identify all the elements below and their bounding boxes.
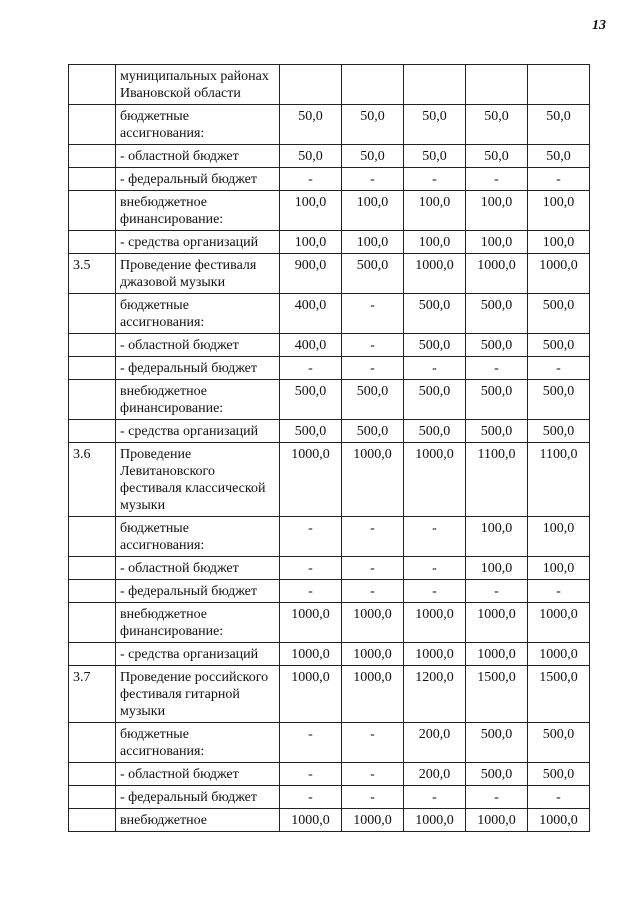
year-value-2: 100,0 (342, 191, 404, 231)
table-row (69, 105, 590, 145)
year-value-3: 500,0 (404, 334, 466, 357)
year-value-1: 400,0 (280, 334, 342, 357)
year-value-5: 500,0 (528, 334, 590, 357)
year-value-2: - (342, 763, 404, 786)
item-number (69, 517, 116, 557)
year-value-3: 1000,0 (404, 443, 466, 517)
page-number: 13 (592, 18, 606, 33)
year-value-2: - (342, 517, 404, 557)
item-name: Проведение российского фестиваля гитарной музыки (116, 666, 280, 723)
year-value-4: - (466, 357, 528, 380)
year-value-2: - (342, 334, 404, 357)
year-value-5: 1500,0 (528, 666, 590, 723)
year-value-1: - (280, 786, 342, 809)
year-value-4: 50,0 (466, 105, 528, 145)
item-name: внебюджетное финансирование: (116, 603, 280, 643)
year-value-5: 500,0 (528, 420, 590, 443)
year-value-1: 50,0 (280, 105, 342, 145)
table-row (69, 380, 590, 420)
item-number (69, 65, 116, 105)
year-value-4: 1000,0 (466, 603, 528, 643)
year-value-3: - (404, 580, 466, 603)
year-value-2: 50,0 (342, 145, 404, 168)
year-value-3: 100,0 (404, 191, 466, 231)
year-value-5: - (528, 168, 590, 191)
item-name: - областной бюджет (116, 557, 280, 580)
table-row (69, 723, 590, 763)
year-value-4: 1000,0 (466, 809, 528, 832)
year-value-2: - (342, 723, 404, 763)
item-name: - федеральный бюджет (116, 168, 280, 191)
year-value-2: 500,0 (342, 254, 404, 294)
year-value-2: - (342, 786, 404, 809)
year-value-3: - (404, 357, 466, 380)
item-number (69, 105, 116, 145)
year-value-5 (528, 65, 590, 105)
item-number: 3.5 (69, 254, 116, 294)
year-value-1: - (280, 357, 342, 380)
year-value-3: 1000,0 (404, 809, 466, 832)
item-number (69, 357, 116, 380)
item-name: внебюджетное финансирование: (116, 380, 280, 420)
table-body (69, 65, 590, 832)
year-value-2 (342, 65, 404, 105)
year-value-4: - (466, 580, 528, 603)
item-name: - федеральный бюджет (116, 357, 280, 380)
year-value-3: 1000,0 (404, 643, 466, 666)
item-name: бюджетные ассигнования: (116, 723, 280, 763)
year-value-4: 100,0 (466, 191, 528, 231)
table-row (69, 580, 590, 603)
year-value-4: 500,0 (466, 334, 528, 357)
year-value-1: 900,0 (280, 254, 342, 294)
year-value-3: 200,0 (404, 763, 466, 786)
year-value-3: - (404, 557, 466, 580)
item-name: Проведение Левитановского фестиваля классической музыки (116, 443, 280, 517)
year-value-1: 1000,0 (280, 643, 342, 666)
year-value-2: 1000,0 (342, 443, 404, 517)
year-value-2: 1000,0 (342, 603, 404, 643)
year-value-2: 1000,0 (342, 809, 404, 832)
year-value-5: 500,0 (528, 723, 590, 763)
item-number (69, 168, 116, 191)
year-value-1: - (280, 517, 342, 557)
item-name: бюджетные ассигнования: (116, 105, 280, 145)
year-value-1: 400,0 (280, 294, 342, 334)
item-name: - средства организаций (116, 420, 280, 443)
year-value-5: - (528, 786, 590, 809)
item-number (69, 231, 116, 254)
year-value-4: 50,0 (466, 145, 528, 168)
table-row (69, 443, 590, 517)
year-value-2: 500,0 (342, 380, 404, 420)
budget-table (68, 64, 590, 832)
year-value-4: 1000,0 (466, 254, 528, 294)
item-number (69, 763, 116, 786)
year-value-3: 50,0 (404, 105, 466, 145)
year-value-1: - (280, 168, 342, 191)
item-number (69, 786, 116, 809)
year-value-5: - (528, 580, 590, 603)
item-name: - средства организаций (116, 231, 280, 254)
year-value-1: 100,0 (280, 191, 342, 231)
year-value-5: 1000,0 (528, 603, 590, 643)
year-value-5: 1000,0 (528, 643, 590, 666)
year-value-4: 100,0 (466, 517, 528, 557)
year-value-3: 1000,0 (404, 254, 466, 294)
year-value-1: 50,0 (280, 145, 342, 168)
year-value-1: 1000,0 (280, 603, 342, 643)
year-value-2: - (342, 168, 404, 191)
year-value-1: 1000,0 (280, 809, 342, 832)
year-value-2: - (342, 294, 404, 334)
year-value-5: 50,0 (528, 145, 590, 168)
item-name: - средства организаций (116, 643, 280, 666)
year-value-5: 100,0 (528, 517, 590, 557)
year-value-5: 100,0 (528, 231, 590, 254)
year-value-1: 100,0 (280, 231, 342, 254)
year-value-5: 1000,0 (528, 254, 590, 294)
year-value-2: 50,0 (342, 105, 404, 145)
table-row (69, 786, 590, 809)
item-number: 3.7 (69, 666, 116, 723)
year-value-2: - (342, 557, 404, 580)
item-name: муниципальных районах Ивановской области (116, 65, 280, 105)
year-value-3: 500,0 (404, 420, 466, 443)
year-value-1: - (280, 557, 342, 580)
year-value-3: 500,0 (404, 294, 466, 334)
table-row (69, 65, 590, 105)
table-row (69, 145, 590, 168)
item-number (69, 380, 116, 420)
year-value-1: - (280, 763, 342, 786)
year-value-5: 500,0 (528, 763, 590, 786)
year-value-5: 50,0 (528, 105, 590, 145)
item-name: бюджетные ассигнования: (116, 294, 280, 334)
year-value-4: 500,0 (466, 294, 528, 334)
item-name: - областной бюджет (116, 334, 280, 357)
year-value-3: - (404, 517, 466, 557)
year-value-1: 500,0 (280, 420, 342, 443)
year-value-3: 100,0 (404, 231, 466, 254)
year-value-3: - (404, 786, 466, 809)
year-value-4: 1000,0 (466, 643, 528, 666)
year-value-4: 100,0 (466, 231, 528, 254)
year-value-3: 500,0 (404, 380, 466, 420)
year-value-1 (280, 65, 342, 105)
year-value-2: 100,0 (342, 231, 404, 254)
year-value-4: 100,0 (466, 557, 528, 580)
item-name: Проведение фестиваля джазовой музыки (116, 254, 280, 294)
year-value-5: 100,0 (528, 191, 590, 231)
item-number: 3.6 (69, 443, 116, 517)
year-value-4: 500,0 (466, 723, 528, 763)
table-row (69, 557, 590, 580)
item-number (69, 420, 116, 443)
item-number (69, 580, 116, 603)
table-row (69, 517, 590, 557)
item-number (69, 557, 116, 580)
table-row (69, 254, 590, 294)
year-value-3: 1200,0 (404, 666, 466, 723)
table-row (69, 809, 590, 832)
year-value-4: 500,0 (466, 420, 528, 443)
table-row (69, 191, 590, 231)
year-value-2: - (342, 580, 404, 603)
table-row (69, 763, 590, 786)
table-row (69, 294, 590, 334)
year-value-5: 1100,0 (528, 443, 590, 517)
item-name: бюджетные ассигнования: (116, 517, 280, 557)
item-number (69, 191, 116, 231)
year-value-5: 100,0 (528, 557, 590, 580)
year-value-4: - (466, 168, 528, 191)
year-value-2: 1000,0 (342, 666, 404, 723)
year-value-3: 1000,0 (404, 603, 466, 643)
year-value-1: 1000,0 (280, 443, 342, 517)
item-number (69, 603, 116, 643)
year-value-4: 500,0 (466, 380, 528, 420)
item-name: - федеральный бюджет (116, 580, 280, 603)
year-value-1: 1000,0 (280, 666, 342, 723)
table-row (69, 603, 590, 643)
year-value-5: - (528, 357, 590, 380)
table-row (69, 357, 590, 380)
table-row (69, 643, 590, 666)
year-value-3: 50,0 (404, 145, 466, 168)
item-number (69, 809, 116, 832)
year-value-3: - (404, 168, 466, 191)
year-value-1: 500,0 (280, 380, 342, 420)
item-number (69, 294, 116, 334)
table-row (69, 666, 590, 723)
item-number (69, 334, 116, 357)
item-name: - областной бюджет (116, 763, 280, 786)
item-name: внебюджетное (116, 809, 280, 832)
year-value-4: - (466, 786, 528, 809)
year-value-3: 200,0 (404, 723, 466, 763)
item-number (69, 723, 116, 763)
table-row (69, 420, 590, 443)
item-name: - областной бюджет (116, 145, 280, 168)
year-value-4: 1500,0 (466, 666, 528, 723)
year-value-2: 500,0 (342, 420, 404, 443)
year-value-5: 500,0 (528, 294, 590, 334)
year-value-3 (404, 65, 466, 105)
year-value-4: 500,0 (466, 763, 528, 786)
year-value-5: 1000,0 (528, 809, 590, 832)
table-row (69, 231, 590, 254)
year-value-2: 1000,0 (342, 643, 404, 666)
item-name: внебюджетное финансирование: (116, 191, 280, 231)
table-row (69, 168, 590, 191)
year-value-1: - (280, 580, 342, 603)
year-value-1: - (280, 723, 342, 763)
year-value-2: - (342, 357, 404, 380)
year-value-5: 500,0 (528, 380, 590, 420)
item-name: - федеральный бюджет (116, 786, 280, 809)
year-value-4: 1100,0 (466, 443, 528, 517)
table-row (69, 334, 590, 357)
year-value-4 (466, 65, 528, 105)
item-number (69, 145, 116, 168)
item-number (69, 643, 116, 666)
